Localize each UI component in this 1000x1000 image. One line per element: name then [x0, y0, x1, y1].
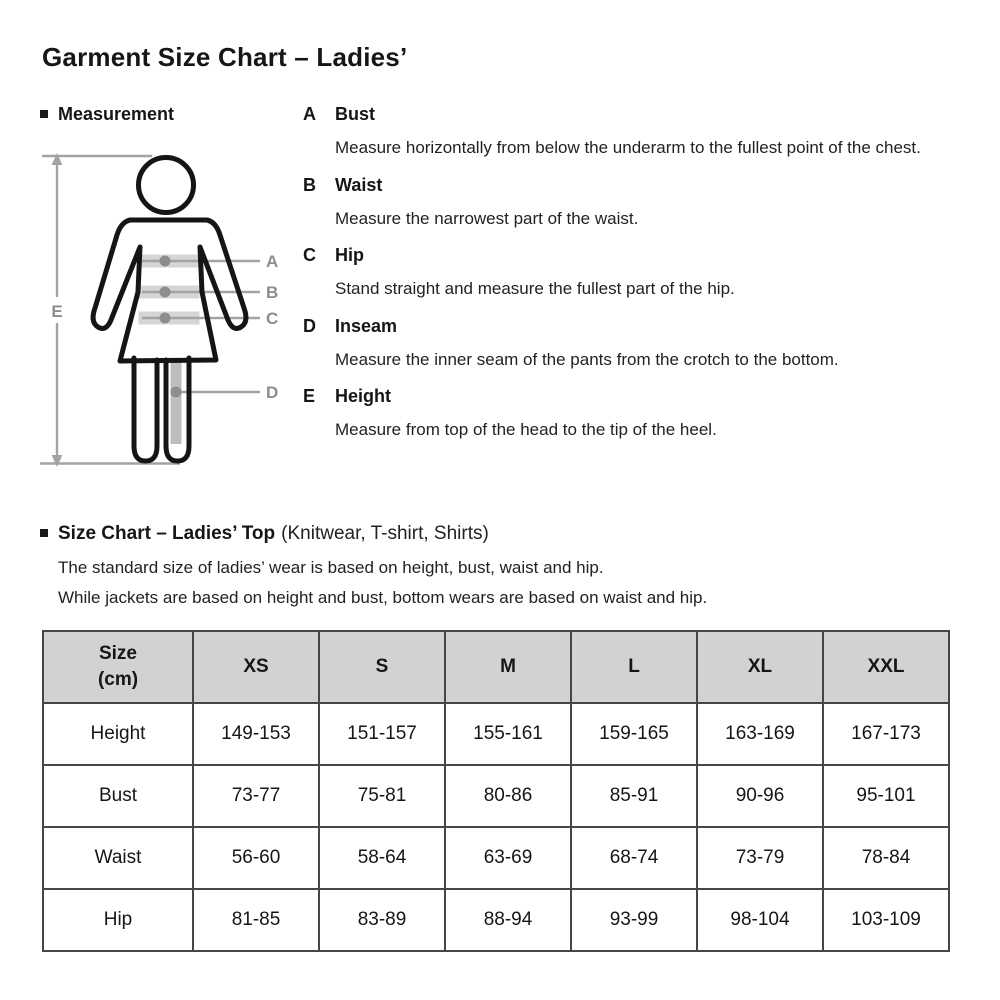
size-cell: 95-101 [823, 765, 949, 827]
size-cell: 78-84 [823, 827, 949, 889]
size-cell: 155-161 [445, 703, 571, 765]
col-header-m: M [445, 631, 571, 703]
definition-heading [303, 244, 983, 267]
size-cell: 73-77 [193, 765, 319, 827]
size-cell: 80-86 [445, 765, 571, 827]
size-cell: 63-69 [445, 827, 571, 889]
size-cell: 93-99 [571, 889, 697, 951]
hip-dot [160, 313, 171, 324]
bust-dot [160, 256, 171, 267]
page-title: Garment Size Chart – Ladies’ [42, 42, 408, 72]
row-label: Height [43, 703, 193, 765]
definition-description: Measure from top of the head to the tip of the heel. [335, 420, 717, 439]
size-cell: 75-81 [319, 765, 445, 827]
definition-description: Measure the narrowest part of the waist. [335, 208, 639, 228]
size-cell: 85-91 [571, 765, 697, 827]
body-measurement-diagram [30, 140, 290, 480]
row-label: Waist [43, 827, 193, 889]
size-chart-heading-suffix: (Knitwear, T-shirt, Shirts) [281, 523, 489, 544]
size-cell: 149-153 [193, 703, 319, 765]
size-chart-description [58, 553, 958, 613]
col-header-xs: XS [193, 631, 319, 703]
size-chart-section-heading [40, 523, 489, 545]
size-chart-description-line2: While jackets are based on height and bust, bottom wears are based on waist and hip. [58, 588, 708, 607]
definition-letter: C [303, 245, 316, 265]
definition-item-bust [303, 103, 983, 162]
diagram-label-a: A [266, 252, 279, 271]
definition-item-waist [303, 174, 983, 233]
size-cell: 167-173 [823, 703, 949, 765]
definition-letter: B [303, 174, 316, 195]
diagram-label-b: B [266, 283, 279, 302]
definition-description: Stand straight and measure the fullest part of the hip. [335, 279, 735, 298]
definition-heading [303, 385, 983, 408]
size-cell: 103-109 [823, 889, 949, 951]
definition-item-hip [303, 244, 983, 303]
inseam-dot [171, 387, 182, 398]
size-cell: 98-104 [697, 889, 823, 951]
definition-description: Measure the inner seam of the pants from the crotch to the bottom. [335, 349, 839, 369]
size-cell: 58-64 [319, 827, 445, 889]
definition-item-height [303, 385, 983, 444]
size-chart-heading-label: Size Chart – Ladies’ Top [58, 523, 276, 544]
definition-letter: A [303, 104, 316, 124]
col-header-xxl: XXL [823, 631, 949, 703]
bullet-square-icon [40, 110, 48, 118]
table-corner-header [43, 631, 193, 703]
definition-term: Waist [335, 174, 383, 195]
table-row-bust [43, 765, 949, 827]
size-cell: 68-74 [571, 827, 697, 889]
table-row-height [43, 703, 949, 765]
table-row-hip [43, 889, 949, 951]
waist-dot [160, 287, 171, 298]
size-table [42, 630, 950, 952]
size-cell: 88-94 [445, 889, 571, 951]
measurement-definitions [303, 103, 983, 456]
diagram-label-e: E [51, 302, 63, 321]
definition-heading [303, 174, 983, 197]
inseam-bar [171, 362, 182, 444]
size-cell: 81-85 [193, 889, 319, 951]
size-cell: 163-169 [697, 703, 823, 765]
definition-heading [303, 315, 983, 338]
col-header-xl: XL [697, 631, 823, 703]
row-label: Bust [43, 765, 193, 827]
size-cell: 159-165 [571, 703, 697, 765]
measurement-section-heading [40, 104, 174, 125]
definition-heading [303, 103, 983, 126]
figure-left-leg [134, 358, 157, 461]
corner-header-line: (cm) [97, 669, 139, 690]
bullet-square-icon [40, 529, 48, 537]
definition-term: Inseam [335, 315, 398, 336]
definition-term: Hip [335, 245, 364, 265]
table-row-waist [43, 827, 949, 889]
size-cell: 151-157 [319, 703, 445, 765]
size-cell: 90-96 [697, 765, 823, 827]
size-cell: 56-60 [193, 827, 319, 889]
definition-item-inseam [303, 315, 983, 374]
diagram-label-d: D [266, 383, 279, 402]
measurement-heading-label: Measurement [58, 104, 175, 124]
definition-letter: D [303, 315, 316, 336]
definition-term: Bust [335, 104, 375, 124]
col-header-l: L [571, 631, 697, 703]
diagram-label-c: C [266, 309, 279, 328]
definition-letter: E [303, 386, 316, 406]
definition-term: Height [335, 386, 391, 406]
table-header-row [43, 631, 949, 703]
row-label: Hip [43, 889, 193, 951]
height-arrow-down-icon [52, 455, 63, 467]
col-header-s: S [319, 631, 445, 703]
definition-description: Measure horizontally from below the underarm to the fullest point of the chest. [335, 138, 921, 157]
corner-header-line: Size [98, 643, 138, 664]
size-chart-description-line1: The standard size of ladies’ wear is based on height, bust, waist and hip. [58, 558, 604, 577]
size-cell: 83-89 [319, 889, 445, 951]
figure-head [139, 158, 194, 213]
size-cell: 73-79 [697, 827, 823, 889]
